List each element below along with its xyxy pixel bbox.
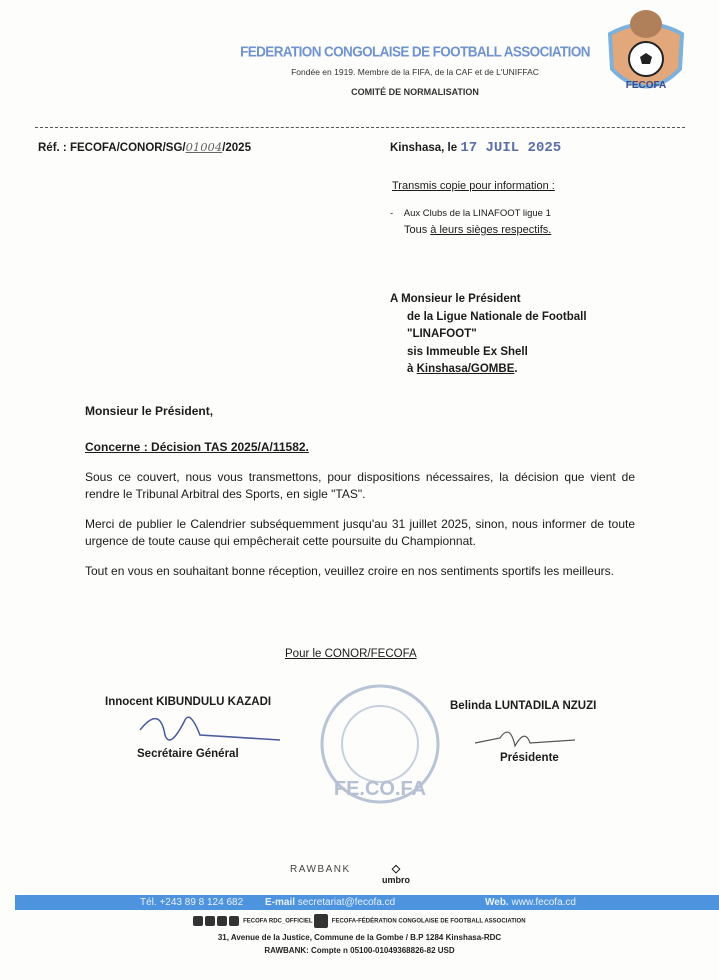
official-stamp: [310, 680, 450, 810]
address: 31, Avenue de la Justice, Commune de la Gombe / B.P 1284 Kinshasa-RDC: [217, 933, 502, 942]
social-line: FECOFA RDC_OFFICIEL FECOFA-FÉDÉRATION CONGOLAISE DE FOOTBALL ASSOCIATION: [0, 914, 719, 928]
svg-text:FECOFA: FECOFA: [625, 80, 667, 91]
copy-heading: Transmis copie pour information :: [392, 180, 555, 192]
contact-band: Tél. +243 89 8 124 682 E-mail secretariat@fecofa.cd Web. www.fecofa.cd: [15, 895, 719, 910]
fecofa-logo: [600, 4, 692, 104]
recipient-block: A Monsieur le Président de la Ligue Nationale de Football "LINAFOOT" sis Immeuble Ex Shell à Kinshasa/GOMBE.: [390, 293, 587, 375]
signatory-role: Secrétaire Général: [137, 748, 239, 760]
copy-line2: Tous à leurs sièges respectifs.: [404, 224, 552, 236]
signatory-name: Innocent KIBUNDULU KAZADI: [105, 696, 272, 708]
signatory-role: Présidente: [500, 752, 559, 764]
svg-text:FE.CO.FA: FE.CO.FA: [333, 778, 427, 800]
date-line: Kinshasa, le 17 JUIL 2025: [390, 140, 562, 156]
signature-for: Pour le CONOR/FECOFA: [285, 648, 417, 660]
committee-name: COMITÉ DE NORMALISATION: [351, 87, 479, 97]
signature-mark: [130, 700, 290, 760]
reference: Réf. : FECOFA/CONOR/SG/01004/2025: [38, 140, 251, 154]
letter-body: Monsieur le Président, Concerne : Décision TAS 2025/A/11582. Sous ce couvert, nous vous transmettons, pour dispositions nécessaires, la décision que vient de rendre le Tribunal Arbitral des Sports, en sigle "TAS". Merci de publier le Calendrier subséquemment jusqu'au 31 juillet 2025, sinon, nous informer de toute urgence de toute cause qui empêcherait cette poursuite du Championnat. Tout en vous en souhaitant bonne réception, veuillez croire en nos sentiments sportifs les meilleurs.: [85, 404, 635, 578]
signatory-name: Belinda LUNTADILA NZUZI: [450, 700, 597, 712]
bank-account: RAWBANK: Compte n 05100-01049368826-82 USD: [264, 946, 455, 955]
rawbank-logo: RAWBANK: [290, 864, 351, 875]
divider: [35, 127, 685, 128]
date-stamp: 17 JUIL 2025: [460, 140, 562, 156]
copy-item: - Aux Clubs de la LINAFOOT ligue 1: [390, 208, 551, 219]
facebook-icon[interactable]: [314, 914, 328, 928]
instagram-icon[interactable]: [193, 916, 203, 926]
linkedin-icon[interactable]: [229, 916, 239, 926]
signature-mark: [470, 718, 580, 758]
youtube-icon[interactable]: [205, 916, 215, 926]
federation-subtitle: Fondée en 1919. Membre de la FIFA, de la CAF et de L'UNIFFAC: [291, 67, 539, 77]
twitter-icon[interactable]: [217, 916, 227, 926]
umbro-logo: ◇ umbro: [382, 863, 410, 885]
federation-title: FEDERATION CONGOLAISE DE FOOTBALL ASSOCIATION: [240, 43, 590, 60]
